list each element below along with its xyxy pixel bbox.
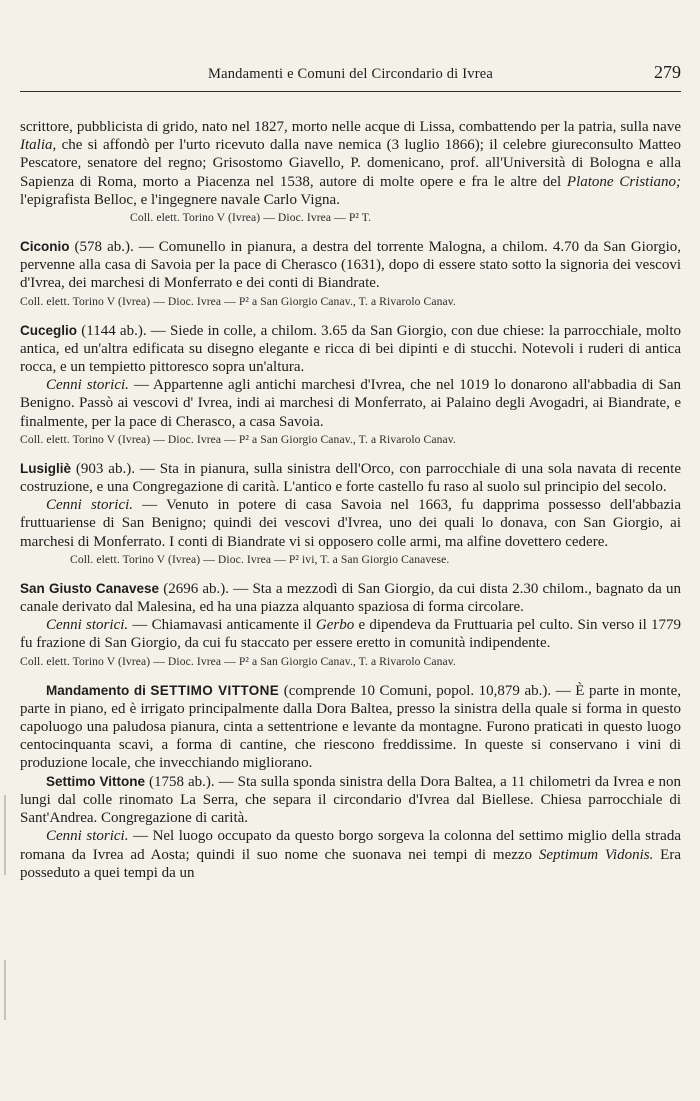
cuceglio-cenni [20,376,681,431]
san-giusto-cenni [20,616,681,652]
margin-mark [4,795,6,875]
lusiglie-cenni-text: — Venuto in potere di casa Savoia nel 1663, fu dapprima possesso dell'abbazia fruttuariense di San Benigno; quindi dei vescovi d'Ivrea, uno dei quali lo donava, con San Giorgio, ai marchesi di Monferrato. I conti di Biandrate vi si opposero colle armi, ma alfine dovettero cedere. [20,497,682,550]
cuceglio-paragraph [20,322,681,377]
intro-text-2: , che si affondò per l'urto ricevuto dalla nave nemica (3 luglio 1866); il celebre giureconsulto Matteo Pescatore, senatore del regno; Grisostomo Giavello, P. domenicano, prof. all'Università di Bologna e alla Sapienza di Roma, morto a Piacenza nel 1538, autore di molte opere e fra le altre del [20,137,681,190]
lusiglie-paragraph [20,460,681,496]
intro-text-1: scrittore, pubblicista di grido, nato nel 1827, morto nelle acque di Lissa, combattendo per la patria, sulla nave [20,119,681,135]
settimo-heading: Settimo Vittone [46,773,146,789]
gerbo-name: Gerbo [315,617,355,634]
ship-name: Italia [20,137,53,154]
san-giusto-cenni-a: — Chiamavasi anticamente il [128,617,316,634]
settimo-cenni [20,827,681,882]
san-giusto-cenni-b: e dipendeva da Fruttuaria pel culto. Sin verso il 1779 fu frazione di San Giorgio, da cui fu staccato per essere eretto in comunità indipendente. [20,617,681,652]
intro-reference: Coll. elett. Torino V (Ivrea) — Dioc. Ivrea — P² T. [130,211,372,225]
cenni-label: Cenni storici. [46,617,129,634]
cuceglio-reference: Coll. elett. Torino V (Ivrea) — Dioc. Ivrea — P² a San Giorgio Canav., T. a Rivarolo Canav. [20,432,456,446]
cuceglio-text: (1144 ab.). — Siede in colle, a chilom. 3.65 da San Giorgio, con due chiese: la parrocchiale, molto antica, ed un'altra edificata su disegno elegante e ricca di bei dipinti e di stucchi. Notevoli i ruderi di antica rocca, e un tempietto pittoresco sopra un'altura. [20,322,681,376]
intro-paragraph [20,118,681,209]
mandamento-label: Mandamento di [46,682,151,698]
cenni-label: Cenni storici. [46,497,134,514]
mandamento-text: (comprende 10 Comuni, popol. 10,879 ab.). — È parte in monte, parte in piano, ed è irrigato principalmente dalla Dora Baltea, presso la sinistra della quale si forma in questo capoluogo una paludosa pianura, cinta a settentrione e levante da montagne. Furono praticati in questo luogo centocinquanta scavi, a forma di cantine, che riescono freddissime. In queste si conservano i vini di produzione locale, che invecchiando migliorano. [20,682,681,772]
cenni-label: Cenni storici. [46,377,129,394]
page-number: 279 [654,62,681,82]
lusiglie-cenni [20,496,681,551]
mandamento-paragraph [20,682,681,773]
page-header [20,0,681,90]
header-rule [20,91,681,92]
ciconio-paragraph [20,238,681,293]
settimo-paragraph [20,773,681,828]
intro-text-3: l'epigrafista Belloc, e l'ingegnere navale Carlo Vigna. [20,191,340,208]
running-title: Mandamenti e Comuni del Circondario di Ivrea [207,66,494,82]
mandamento-name: SETTIMO VITTONE [150,682,280,698]
settimo-cenni-b: Era posseduto a quei tempi da un [20,846,681,881]
cuceglio-cenni-text: — Appartenne agli antichi marchesi d'Ivrea, che nel 1019 lo donarono all'abbadia di San Benigno. Passò ai vescovi d' Ivrea, indi ai marchesi di Monferrato, ai Palaino degli Avogadri, ai Biandrate, e finalmente, per la pace di Cherasco, a casa Savoia. [20,377,681,430]
page-body [20,118,681,882]
ciconio-reference: Coll. elett. Torino V (Ivrea) — Dioc. Ivrea — P² a San Giorgio Canav., T. a Rivarolo Canav. [20,294,456,308]
book-page [20,0,682,881]
ciconio-text: (578 ab.). — Comunello in pianura, a destra del torrente Malogna, a chilom. 4.70 da San Giorgio, pervenne alla casa di Savoia per la pace di Cherasco (1631), dopo di essere stato sotto la signoria dei vescovi d'Ivrea, dei marchesi di Monferrato e dei conti di Biandrate. [20,239,681,292]
cenni-label: Cenni storici. [46,828,129,845]
san-giusto-paragraph [20,580,681,616]
settimo-text: (1758 ab.). — Sta sulla sponda sinistra della Dora Baltea, a 11 chilometri da Ivrea e non lungi dal colle rinomato La Serra, che separa il circondario d'Ivrea dal Biellese. Chiesa parrocchiale di Sant'Andrea. Congregazione di carità. [20,773,681,827]
san-giusto-text: (2696 ab.). — Sta a mezzodì di San Giorgio, da cui dista 2.30 chilom., bagnato da un canale derivato dal Malesina, ed ha una piazza alquanto spaziosa di forma circolare. [20,580,681,616]
margin-mark [4,960,6,1020]
settimo-cenni-a: — Nel luogo occupato da questo borgo sorgeva la colonna del settimo miglio della strada romana da Ivrea ad Aosta; quindi il suo nome che suonava nei tempi di mezzo [20,828,681,863]
san-giusto-reference: Coll. elett. Torino V (Ivrea) — Dioc. Ivrea — P² a San Giorgio Canav., T. a Rivarolo Canav. [20,654,456,668]
book-title: Platone Cristiano; [566,173,681,190]
cuceglio-heading: Cuceglio [20,322,78,338]
san-giusto-heading: San Giusto Canavese [20,580,159,596]
ciconio-heading: Ciconio [20,239,70,255]
septimum-name: Septimum Vidonis. [538,846,654,863]
lusiglie-reference: Coll. elett. Torino V (Ivrea) — Dioc. Ivrea — P² ivi, T. a San Giorgio Canavese. [70,552,450,566]
lusiglie-text: (903 ab.). — Sta in pianura, sulla sinistra dell'Orco, con parrocchiale di una sola navata di recente costruzione, e una Congregazione di carità. L'antico e forte castello fu raso al suolo sul principio del secolo. [20,460,681,496]
lusiglie-heading: Lusigliè [20,460,72,476]
